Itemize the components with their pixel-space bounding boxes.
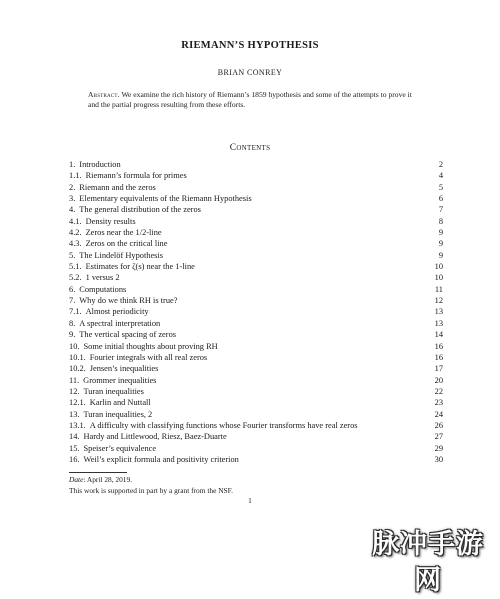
toc-entry [69, 420, 443, 431]
toc-entry-title: Grommer inequalities [83, 375, 157, 385]
toc-entry-page: 26 [434, 420, 443, 430]
toc-entry-title: Riemann and the zeros [79, 182, 156, 192]
toc-entry-number: 4.2. [69, 228, 82, 238]
toc-entry [69, 272, 443, 283]
toc-entry-page: 7 [438, 205, 443, 215]
toc-entry-page: 9 [438, 250, 443, 260]
toc-entry-number: 12. [69, 386, 80, 396]
paper-title: RIEMANN’S HYPOTHESIS [181, 40, 319, 51]
footnote-rule [69, 472, 127, 473]
toc-entry-page: 22 [434, 386, 443, 396]
toc-entry-number: 15. [69, 443, 80, 453]
toc-entry-title: The Lindelöf Hypothesis [79, 250, 164, 260]
toc-entry-number: 4. [69, 205, 76, 215]
toc-entry-number: 14. [69, 432, 80, 442]
abstract-label: Abstract. [88, 90, 120, 99]
toc-entry-title: Why do we think RH is true? [79, 296, 178, 306]
abstract [88, 90, 418, 110]
toc-entry-page: 11 [434, 284, 443, 294]
toc-entry [69, 306, 443, 317]
toc-entry [69, 170, 443, 181]
toc-entry-page: 27 [434, 432, 443, 442]
toc-entry-number: 10.1. [69, 352, 86, 362]
toc-entry-title: Fourier integrals with all real zeros [89, 352, 208, 362]
toc-entry-title: Estimates for ζ(s) near the 1-line [85, 262, 195, 272]
toc-entry-number: 5.1. [69, 262, 82, 272]
toc-entry-number: 7. [69, 296, 76, 306]
toc-entry-title: Speiser’s equivalence [83, 443, 157, 453]
toc-entry-title: Almost periodicity [85, 307, 149, 317]
toc-entry [69, 182, 443, 193]
toc-entry-page: 13 [434, 307, 443, 317]
toc-entry-page: 10 [434, 273, 443, 283]
toc-entry-title: A spectral interpretation [79, 318, 161, 328]
toc-entry-number: 4.3. [69, 239, 82, 249]
toc-entry [69, 397, 443, 408]
toc-entry-page: 12 [434, 296, 443, 306]
toc-entry [69, 216, 443, 227]
toc-entry [69, 238, 443, 249]
toc-entry [69, 227, 443, 238]
toc-entry-title: Weil’s explicit formula and positivity criterion [83, 454, 239, 464]
toc-entry-number: 12.1. [69, 398, 86, 408]
toc-entry [69, 454, 443, 465]
toc-entry-page: 20 [434, 375, 443, 385]
footnote-support: This work is supported in part by a grant from the NSF. [69, 486, 234, 495]
page-number: 1 [248, 496, 252, 505]
toc-entry-page: 24 [434, 409, 443, 419]
abstract-text: We examine the rich history of Riemann’s 1859 hypothesis and some of the attempts to prove it and the partial progress resulting from these efforts. [88, 90, 412, 109]
toc-entry [69, 341, 443, 352]
toc-entry-number: 10.2. [69, 364, 86, 374]
toc-entry-page: 8 [438, 216, 443, 226]
site-watermark-logo [362, 527, 494, 596]
toc-entry [69, 386, 443, 397]
toc-entry-number: 6. [69, 284, 76, 294]
toc-entry-title: Density results [85, 216, 136, 226]
toc-entry [69, 409, 443, 420]
toc-entry-title: Turan inequalities [83, 386, 144, 396]
paper-author: BRIAN CONREY [217, 68, 283, 77]
toc-entry-title: Turan inequalities, 2 [83, 409, 153, 419]
toc-entry-number: 4.1. [69, 216, 82, 226]
toc-entry [69, 261, 443, 272]
toc-entry-page: 4 [438, 171, 443, 181]
toc-entry-number: 5.2. [69, 273, 82, 283]
toc-entry-number: 7.1. [69, 307, 82, 317]
toc-entry-number: 13. [69, 409, 80, 419]
toc-entry [69, 363, 443, 374]
toc-entry [69, 431, 443, 442]
toc-entry-number: 13.1. [69, 420, 86, 430]
toc-entry-title: Riemann’s formula for primes [85, 171, 187, 181]
toc-entry [69, 193, 443, 204]
table-of-contents [69, 159, 443, 465]
toc-entry [69, 159, 443, 170]
toc-entry [69, 318, 443, 329]
toc-entry-title: Hardy and Littlewood, Riesz, Baez-Duarte [83, 432, 227, 442]
footnote-date [69, 475, 132, 485]
toc-entry-number: 1.1. [69, 171, 82, 181]
toc-entry-number: 10. [69, 341, 80, 351]
toc-entry-title: Introduction [79, 160, 121, 169]
toc-entry-page: 9 [438, 239, 443, 249]
toc-entry-page: 9 [438, 228, 443, 238]
toc-entry-title: A difficulty with classifying functions whose Fourier transforms have real zeros [89, 420, 358, 430]
toc-entry-title: Zeros near the 1/2-line [85, 228, 162, 238]
toc-entry-title: The general distribution of the zeros [79, 205, 201, 215]
toc-entry-number: 8. [69, 318, 76, 328]
watermark-text: 脉冲手游网 [372, 529, 484, 596]
toc-entry [69, 352, 443, 363]
toc-entry [69, 284, 443, 295]
toc-entry [69, 250, 443, 261]
toc-entry-number: 11. [69, 375, 80, 385]
toc-entry-title: Some initial thoughts about proving RH [83, 341, 218, 351]
toc-entry-number: 3. [69, 194, 76, 204]
toc-entry-number: 5. [69, 250, 76, 260]
toc-entry-page: 16 [434, 352, 443, 362]
toc-entry-page: 10 [434, 262, 443, 272]
toc-entry [69, 329, 443, 340]
toc-entry-title: Elementary equivalents of the Riemann Hypothesis [79, 194, 252, 204]
toc-entry-title: 1 versus 2 [85, 273, 120, 283]
toc-entry-page: 5 [438, 182, 443, 192]
toc-entry-page: 16 [434, 341, 443, 351]
toc-entry-title: Zeros on the critical line [85, 239, 168, 249]
toc-entry [69, 295, 443, 306]
contents-heading: Contents [229, 143, 271, 153]
toc-entry-page: 29 [434, 443, 443, 453]
footnote-date-value: : April 28, 2019. [83, 475, 133, 484]
toc-entry [69, 375, 443, 386]
toc-entry [69, 443, 443, 454]
toc-entry-title: Jensen’s inequalities [89, 364, 159, 374]
footnote-date-label: Date [69, 475, 84, 484]
toc-entry-page: 13 [434, 318, 443, 328]
toc-entry-page: 2 [438, 160, 443, 169]
toc-entry-title: The vertical spacing of zeros [79, 330, 177, 340]
toc-entry-page: 30 [434, 454, 443, 464]
toc-entry-page: 6 [438, 194, 443, 204]
toc-entry-number: 1. [69, 160, 76, 169]
toc-entry-page: 14 [434, 330, 443, 340]
toc-entry [69, 204, 443, 215]
toc-entry-title: Computations [79, 284, 127, 294]
toc-entry-number: 2. [69, 182, 76, 192]
toc-entry-title: Karlin and Nuttall [89, 398, 151, 408]
toc-entry-number: 16. [69, 454, 80, 464]
toc-entry-number: 9. [69, 330, 76, 340]
toc-entry-page: 17 [434, 364, 443, 374]
toc-entry-page: 23 [434, 398, 443, 408]
